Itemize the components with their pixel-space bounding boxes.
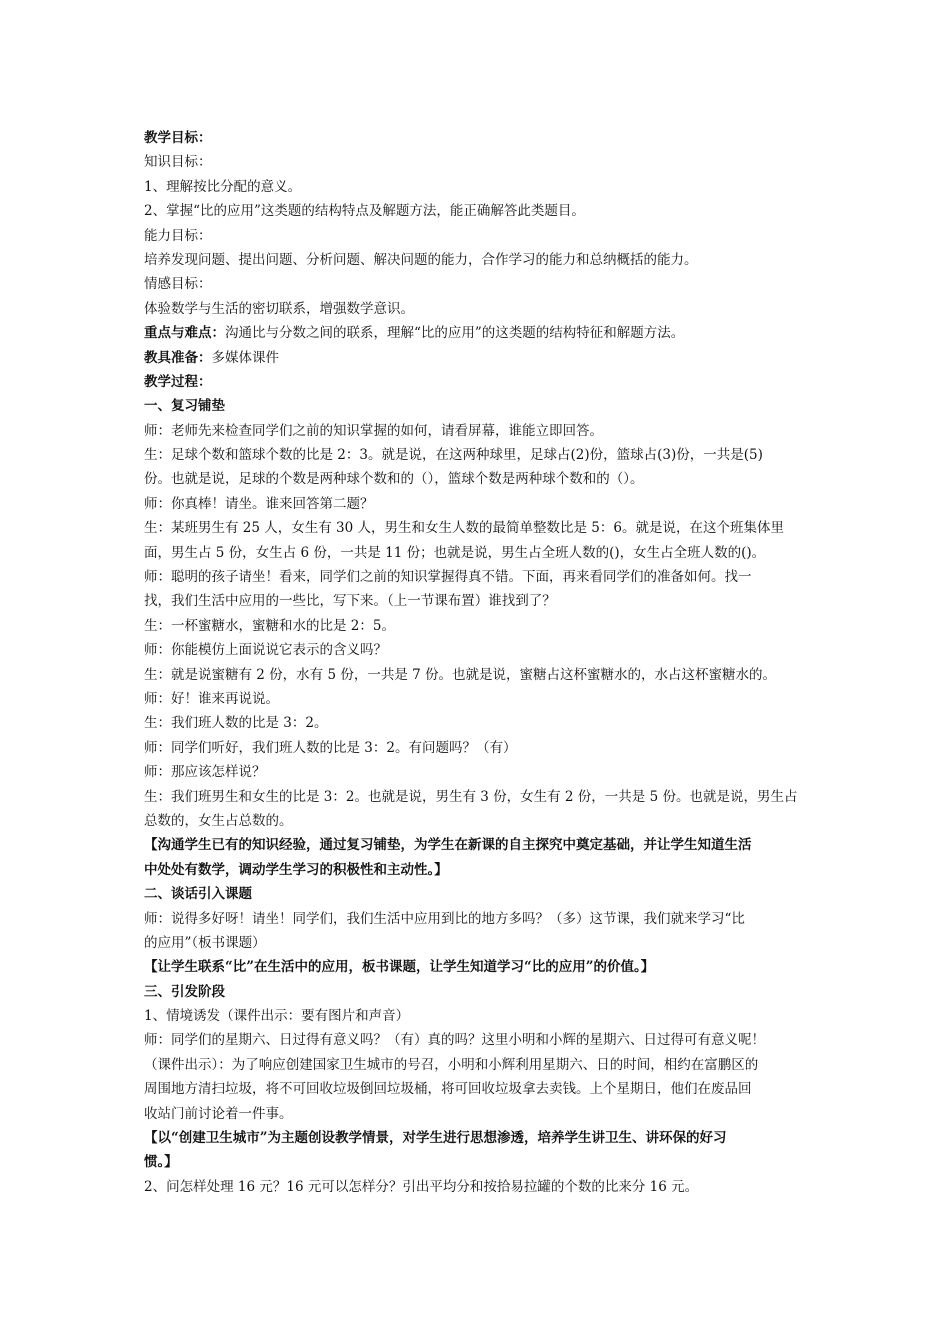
bold-text-run: 一、复习铺垫 (144, 398, 225, 415)
text-run: 师：你真棒！请坐。谁来回答第二题？ (144, 495, 374, 512)
text-run: 师：那应该怎样说？ (144, 764, 266, 781)
text-line (144, 931, 814, 955)
text-line (144, 1102, 814, 1126)
text-run: 2、问怎样处理 16 元？16 元可以怎样分？引出平均分和按拾易拉罐的个数的比来分 16 元。 (144, 1178, 699, 1195)
text-run: 面，男生占 5 份，女生占 6 份，一共是 11 份；也就是说，男生占全班人数的()，女生占全班人数的()。 (144, 544, 766, 561)
text-line (144, 516, 814, 540)
bold-text-run: 【沟通学生已有的知识经验，通过复习铺垫，为学生在新课的自主探究中奠定基础，并让学生知道生活 (144, 837, 752, 854)
text-line (144, 126, 814, 150)
text-line (144, 541, 814, 565)
text-line (144, 980, 814, 1004)
text-line (144, 467, 814, 491)
text-line (144, 1126, 814, 1150)
text-line (144, 785, 814, 809)
text-line (144, 1053, 814, 1077)
text-run: 收站门前讨论着一件事。 (144, 1105, 293, 1122)
text-run: 1、情境诱发（课件出示：要有图片和声音） (144, 1008, 410, 1025)
text-line (144, 248, 814, 272)
text-line (144, 1077, 814, 1101)
text-line (144, 907, 814, 931)
document-body (144, 126, 814, 1199)
bold-text-run: 教学过程： (144, 373, 212, 390)
text-line (144, 955, 814, 979)
bold-text-run: 三、引发阶段 (144, 983, 225, 1000)
text-line (144, 150, 814, 174)
text-line (144, 614, 814, 638)
bold-text-run: 教学目标： (144, 130, 212, 146)
text-run: 份。也就是说，足球的个数是两种球个数和的（），篮球个数是两种球个数和的（）。 (144, 471, 644, 488)
text-run: 师：聪明的孩子请坐！看来，同学们之前的知识掌握得真不错。下面，再来看同学们的准备如何。找一 (144, 569, 752, 586)
bold-text-run: 重点与难点： (144, 325, 225, 342)
text-run: 生：我们班人数的比是 3：2。 (144, 715, 328, 732)
text-run: 沟通比与分数之间的联系，理解“比的应用”的这类题的结构特征和解题方法。 (225, 325, 685, 342)
text-run: 生：就是说蜜糖有 2 份，水有 5 份，一共是 7 份。也就是说，蜜糖占这杯蜜糖水的，水占这杯蜜糖水的。 (144, 666, 777, 683)
text-line (144, 1004, 814, 1028)
text-line (144, 638, 814, 662)
bold-text-run: 二、谈话引入课题 (144, 886, 252, 903)
text-line (144, 760, 814, 784)
text-line (144, 809, 814, 833)
bold-text-run: 【让学生联系“比”在生活中的应用，板书课题，让学生知道学习“比的应用”的价值。】 (144, 959, 655, 976)
text-run: 师：你能模仿上面说说它表示的含义吗？ (144, 642, 387, 659)
text-line (144, 199, 814, 223)
text-line (144, 1028, 814, 1052)
text-line (144, 297, 814, 321)
text-run: 知识目标： (144, 154, 212, 171)
text-line (144, 443, 814, 467)
text-line (144, 321, 814, 345)
bold-text-run: 【以“创建卫生城市”为主题创设教学情景，对学生进行思想渗透，培养学生讲卫生、讲环保的好习 (144, 1130, 727, 1147)
text-line (144, 589, 814, 613)
text-line (144, 224, 814, 248)
text-run: （课件出示）：为了响应创建国家卫生城市的号召，小明和小辉利用星期六、日的时间，相约在富鹏区的 (144, 1056, 759, 1073)
text-line (144, 1175, 814, 1199)
text-run: 生：某班男生有 25 人，女生有 30 人，男生和女生人数的最简单整数比是 5：6。就是说，在这个班集体里 (144, 520, 784, 537)
text-run: 周围地方清扫垃圾，将不可回收垃圾倒回垃圾桶，将可回收垃圾拿去卖钱。上个星期日，他们在废品回 (144, 1081, 752, 1098)
text-line (144, 711, 814, 735)
text-run: 的应用”（板书课题） (144, 934, 266, 951)
bold-text-run: 惯。】 (144, 1154, 178, 1171)
text-run: 2、掌握“比的应用”这类题的结构特点及解题方法，能正确解答此类题目。 (144, 203, 585, 220)
text-run: 能力目标： (144, 227, 212, 244)
text-line (144, 272, 814, 296)
text-line (144, 1150, 814, 1174)
text-run: 生：我们班男生和女生的比是 3：2。也就是说，男生有 3 份，女生有 2 份，一共是 5 份。也就是说，男生占 (144, 788, 798, 805)
text-line (144, 736, 814, 760)
text-line (144, 419, 814, 443)
text-run: 师：同学们听好，我们班人数的比是 3：2。有问题吗？（有） (144, 739, 517, 756)
text-run: 师：说得多好呀！请坐！同学们，我们生活中应用到比的地方多吗？（多）这节课，我们就来学习“比 (144, 910, 745, 927)
text-line (144, 882, 814, 906)
text-run: 1、理解按比分配的意义。 (144, 178, 302, 195)
text-run: 总数的，女生占总数的。 (144, 812, 293, 829)
text-run: 多媒体课件 (211, 349, 279, 366)
text-line (144, 394, 814, 418)
bold-text-run: 教具准备： (144, 349, 212, 366)
text-line (144, 370, 814, 394)
text-line (144, 833, 814, 857)
bold-text-run: 中处处有数学，调动学生学习的积极性和主动性。】 (144, 861, 448, 878)
text-line (144, 663, 814, 687)
text-run: 师：同学们的星期六、日过得有意义吗？（有）真的吗？这里小明和小辉的星期六、日过得可有意义呢！ (144, 1032, 765, 1049)
text-line (144, 346, 814, 370)
text-run: 情感目标： (144, 276, 212, 293)
text-run: 找，我们生活中应用的一些比，写下来。（上一节课布置）谁找到了？ (144, 593, 556, 610)
text-line (144, 565, 814, 589)
text-run: 师：老师先来检查同学们之前的知识掌握的如何，请看屏幕，谁能立即回答。 (144, 422, 603, 439)
text-run: 培养发现问题、提出问题、分析问题、解决问题的能力，合作学习的能力和总纳概括的能力。 (144, 251, 698, 268)
text-run: 师：好！谁来再说说。 (144, 690, 279, 707)
text-line (144, 858, 814, 882)
text-run: 生：足球个数和篮球个数的比是 2：3。就是说，在这两种球里，足球占(2)份，篮球占(3)份，一共是(5) (144, 447, 763, 464)
text-line (144, 492, 814, 516)
text-run: 体验数学与生活的密切联系，增强数学意识。 (144, 300, 414, 317)
text-line (144, 687, 814, 711)
text-run: 生：一杯蜜糖水，蜜糖和水的比是 2：5。 (144, 617, 395, 634)
text-line (144, 175, 814, 199)
